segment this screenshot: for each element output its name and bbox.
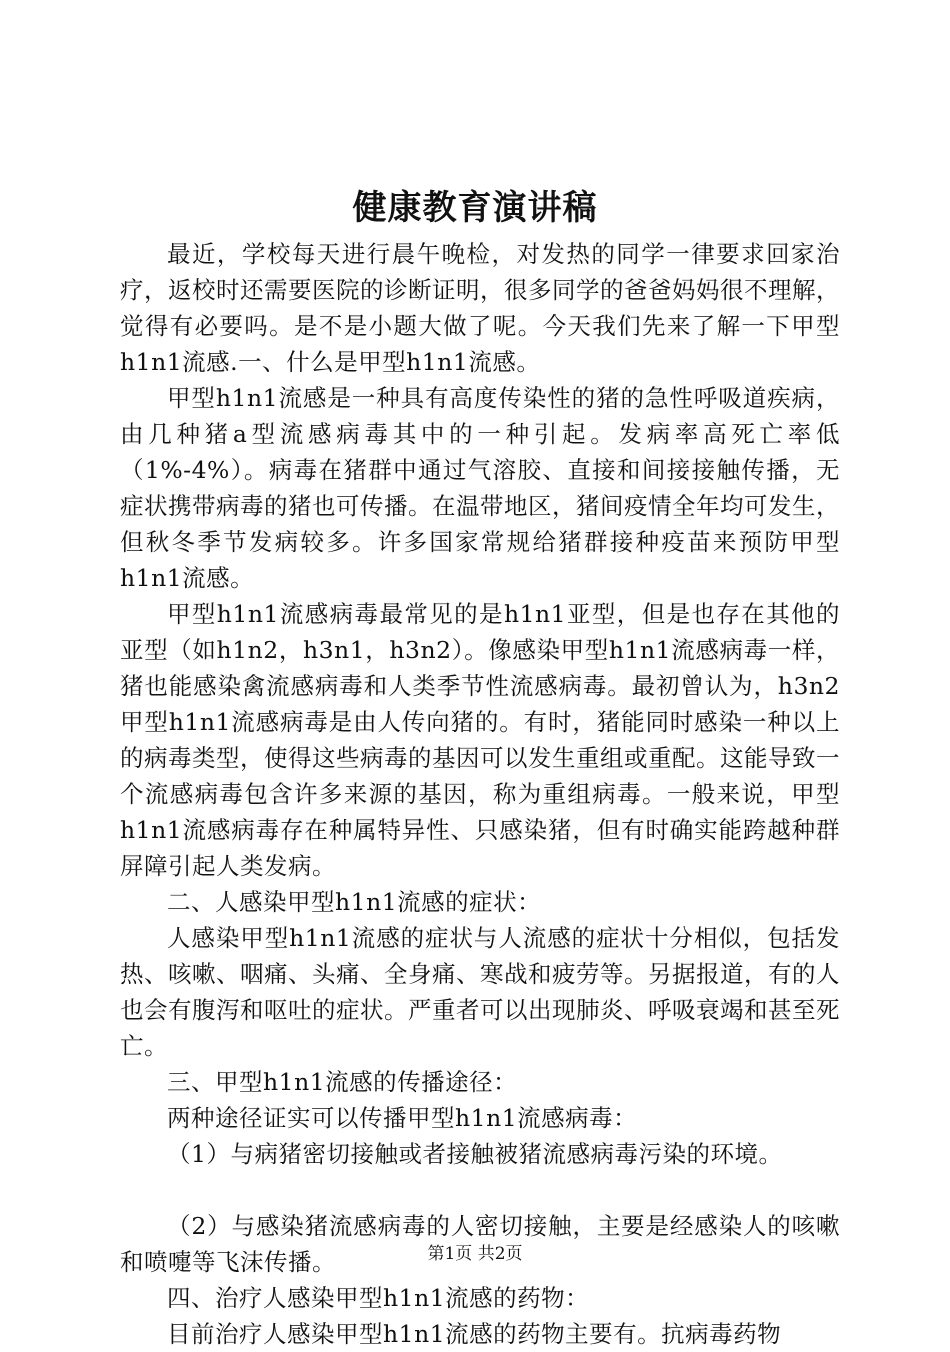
section-heading-transmission: 三、甲型h1n1流感的传播途径： xyxy=(167,1068,518,1096)
paragraph-symptoms: 人感染甲型h1n1流感的症状与人流感的症状十分相似，包括发热、咳嗽、咽痛、头痛、全身痛、寒战和疲劳等。另据报道，有的人也会有腹泻和呕吐的症状。严重者可以出现肺炎、呼吸衰竭和甚至死亡。 xyxy=(120,924,840,1060)
paragraph-intro: 最近，学校每天进行晨午晚检，对发热的同学一律要求回家治疗，返校时还需要医院的诊断证明，很多同学的爸爸妈妈很不理解，觉得有必要吗。是不是小题大做了呢。今天我们先来了解一下甲型h1n1流感.一、什么是甲型h1n1流感。 xyxy=(120,240,840,376)
list-item-transmission-1: （1）与病猪密切接触或者接触被猪流感病毒污染的环境。 xyxy=(167,1140,783,1168)
list-item-transmission-2: （2）与感染猪流感病毒的人密切接触，主要是经感染人的咳嗽和喷嚏等飞沫传播。 xyxy=(120,1212,840,1276)
paragraph-treatment: 目前治疗人感染甲型h1n1流感的药物主要有。抗病毒药物 xyxy=(167,1320,782,1348)
document-title: 健康教育演讲稿 xyxy=(352,188,598,228)
document-body xyxy=(120,236,840,1352)
section-heading-treatment: 四、治疗人感染甲型h1n1流感的药物： xyxy=(167,1284,590,1312)
paragraph-transmission-intro: 两种途径证实可以传播甲型h1n1流感病毒： xyxy=(167,1104,638,1132)
paragraph-definition: 甲型h1n1流感是一种具有高度传染性的猪的急性呼吸道疾病，由几种猪a型流感病毒其中的一种引起。发病率高死亡率低（1%-4%）。病毒在猪群中通过气溶胶、直接和间接接触传播，无症状携带病毒的猪也可传播。在温带地区，猪间疫情全年均可发生，但秋冬季节发病较多。许多国家常规给猪群接种疫苗来预防甲型h1n1流感。 xyxy=(120,384,840,592)
section-heading-symptoms: 二、人感染甲型h1n1流感的症状： xyxy=(167,888,542,916)
paragraph-subtypes: 甲型h1n1流感病毒最常见的是h1n1亚型，但是也存在其他的亚型（如h1n2，h3n1，h3n2）。像感染甲型h1n1流感病毒一样，猪也能感染禽流感病毒和人类季节性流感病毒。最初曾认为，h3n2甲型h1n1流感病毒是由人传向猪的。有时，猪能同时感染一种以上的病毒类型，使得这些病毒的基因可以发生重组或重配。这能导致一个流感病毒包含许多来源的基因，称为重组病毒。一般来说，甲型h1n1流感病毒存在种属特异性、只感染猪，但有时确实能跨越种群屏障引起人类发病。 xyxy=(120,600,840,880)
page-footer: 第1页 共2页 xyxy=(427,1244,523,1264)
